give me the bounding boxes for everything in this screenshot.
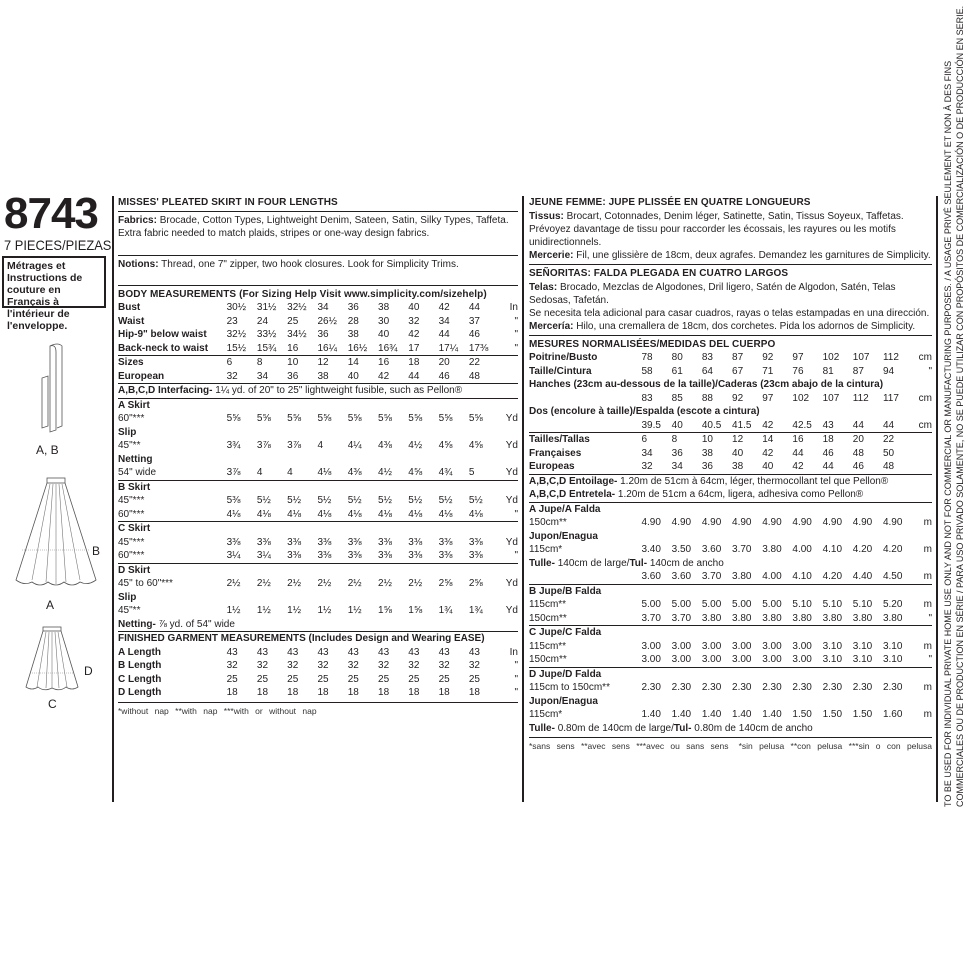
body-measurements-title: BODY MEASUREMENTS (For Sizing Help Visit www.simplicity.com/sizehelp) [118,289,487,300]
table-row: 45"** 1½ 1½ 1½ 1½ 1½ 1⅝ 1⅝ 1¾ 1¾ Yd [118,605,518,617]
table-row: 115cm** 5.00 5.00 5.00 5.00 5.00 5.10 5.10 5.10 5.20 m [529,599,932,611]
table-row: 60"*** 5⅝ 5⅝ 5⅝ 5⅝ 5⅝ 5⅝ 5⅝ 5⅝ 5⅝ Yd [118,413,518,425]
column-divider-left [112,196,114,802]
english-section [118,196,518,718]
label-ab: A, B [36,443,59,457]
table-row: 54" wide 3⅞ 4 4 4⅛ 4⅜ 4½ 4⅝ 4¾ 5 Yd [118,467,518,479]
label-b: B [92,544,101,558]
table-row: 115cm* 1.40 1.40 1.40 1.40 1.40 1.50 1.50 1.50 1.60 m [529,709,932,721]
table-row: Taille/Cintura 58 61 64 67 71 76 81 87 94 " [529,365,932,377]
table-row: European 32 34 36 38 40 42 44 46 48 [118,370,480,382]
table-row: Sizes 6 8 10 12 14 16 18 20 22 [118,356,518,370]
table-row: B Length 32 32 32 32 32 32 32 32 32 " [118,660,518,672]
label-c: C [48,697,57,711]
pattern-number: 8743 [4,189,98,238]
interfacing-row: A,B,C,D Interfacing- 1¼ yd. of 20" to 25" lightweight fusible, such as Pellon® [118,384,518,399]
waistband-illustration [38,340,68,440]
table-row: 150cm** 3.00 3.00 3.00 3.00 3.00 3.00 3.10 3.10 3.10 " [529,654,932,666]
table-row: C Length 25 25 25 25 25 25 25 25 25 " [118,673,518,685]
metric-measurements-table: Poitrine/Busto 78 80 83 87 92 97 102 107 112 cm Taille/Cintura 58 61 64 67 71 76 81 87 94 " Hanches (23cm au-dessous de la taille)/Caderas (23cm abajo de la cintura) 83 85 88 92 97 102 107 112 117 cm Dos (encolure à taille)/Espalda (escote a cintura) 39.5 40 40.5 41.5 42 42.5 43 44 44 cm Tailles/Tallas 6 8 10 12 14 16 18 20 22 Françaises 34 36 38 40 42 44 46 48 50 Europeas 32 34 36 38 40 42 44 46 48 A,B,C,D Entoilage- 1.20m de 51cm à 64cm, léger, thermocollant tel que Pellon® A,B,C,D Entretela- 1.20m de 51cm a 64cm, ligera, adhesiva como Pellon® A Jupe/A Falda 150cm** 4.90 4.90 4.90 4.90 4.90 4.90 4.90 4.90 4.90 m Jupon/Enagua 115cm* 3.40 3.50 3.60 3.70 3.80 4.00 4.10 4.20 4.20 m Tulle- 140cm de large/Tul- 140cm de ancho 3.60 3.60 3.70 3.80 4.00 4.10 4.20 4.40 4.50 m B Jupe/B Falda 115cm** 5.00 5.00 5.00 5.00 5.00 5.10 5.10 5.10 5.20 m 150cm** 3.70 3.70 3.80 3.80 3.80 3.80 3.80 3.80 3.80 " C Jupe/C Falda 115cm** 3.00 3.00 3.00 3.00 3.00 3.00 3.10 3.10 3.10 m 150cm** 3.00 3.00 3.00 3.00 3.00 3.00 3.10 3.10 3.10 " D Jupe/D Falda 115cm to 150cm** 2.30 2.30 2.30 2.30 2.30 2.30 2.30 2.30 2.30 m Jupon/Enagua 115cm* 1.40 1.40 1.40 1.40 1.40 1.50 1.50 1.50 1.60 m Tulle- 0.80m de 140cm de large/Tul- 0.80m de 140cm de ancho [529,352,932,734]
label-d: D [84,664,93,678]
long-skirt-illustration [10,476,100,596]
fabrics-text: Brocade, Cotton Types, Lightweight Denim, Sateen, Satin, Silky Types, Taffeta. [159,215,509,226]
table-row: 115cm to 150cm** 2.30 2.30 2.30 2.30 2.30 2.30 2.30 2.30 2.30 m [529,682,932,694]
metric-measurements-title: MESURES NORMALISÉES/MEDIDAS DEL CUERPO [529,339,776,350]
table-row: Hip-9" below waist 32½ 33½ 34½ 36 38 40 42 44 46 " [118,329,518,341]
table-row: 3.60 3.60 3.70 3.80 4.00 4.10 4.20 4.40 4.50 m [641,571,932,583]
table-row: 150cm** 4.90 4.90 4.90 4.90 4.90 4.90 4.90 4.90 4.90 m [529,517,932,529]
table-row: 115cm** 3.00 3.00 3.00 3.00 3.00 3.00 3.10 3.10 3.10 m [529,640,932,652]
table-row: 45"** 3¾ 3⅞ 3⅞ 4 4¼ 4⅜ 4½ 4⅝ 4⅝ Yd [118,440,518,452]
body-measurements-table: Bust 30½ 31½ 32½ 34 36 38 40 42 44 In Waist 23 24 25 26½ 28 30 32 34 37 " Hip-9" below waist 32½ 33½ 34½ 36 38 40 42 44 46 " Back-neck to waist 15½ 15¾ 16 16¼ 16½ 16¾ 17 17¼ 17⅜ " Sizes 6 8 10 12 14 16 18 20 22 European 32 34 36 38 40 42 44 46 48 A,B,C,D Interfacing- 1¼ yd. of 20" to 25" lightweight fusible, such as Pellon® A Skirt 60"*** 5⅝ 5⅝ 5⅝ 5⅝ 5⅝ 5⅝ 5⅝ 5⅝ 5⅝ Yd Slip 45"** 3¾ 3⅞ 3⅞ 4 4¼ 4⅜ 4½ 4⅝ 4⅝ Yd Netting 54" wide 3⅞ 4 4 4⅛ 4⅜ 4½ 4⅝ 4¾ 5 Yd B Skirt 45"*** 5⅜ 5½ 5½ 5½ 5½ 5½ 5½ 5½ 5½ Yd 60"*** 4⅛ 4⅛ 4⅛ 4⅛ 4⅛ 4⅛ 4⅛ 4⅛ 4⅛ " C Skirt 45"*** 3⅜ 3⅜ 3⅜ 3⅜ 3⅜ 3⅜ 3⅜ 3⅜ 3⅜ Yd 60"*** 3¼ 3¼ 3⅜ 3⅜ 3⅜ 3⅜ 3⅜ 3⅜ 3⅜ " D Skirt 45" to 60"*** 2½ 2½ 2½ 2½ 2½ 2½ 2½ 2⅝ 2⅝ Yd Slip 45"** 1½ 1½ 1½ 1½ 1½ 1⅝ 1⅝ 1¾ 1¾ Yd Netting- ⅞ yd. of 54" wide FINISHED GARMENT MEASUREMENTS (Includes Design and Wearing EASE) A Length 43 43 43 43 43 43 43 43 43 In B Length 32 32 32 32 32 32 32 32 32 " C Length 25 25 25 25 25 25 25 25 25 " D Length 18 18 18 18 18 18 18 18 18 " [118,302,518,699]
spanish-title: SEÑORITAS: FALDA PLEGADA EN CUATRO LARGOS [529,268,789,279]
table-row: 60"*** 3¼ 3¼ 3⅜ 3⅜ 3⅜ 3⅜ 3⅜ 3⅜ 3⅜ " [118,550,518,562]
short-skirt-illustration [22,625,82,695]
legal-notice: TO BE USED FOR INDIVIDUAL PRIVATE HOME USE ONLY AND NOT FOR COMMERCIAL OR MANUFACTURING PURPOSES. / A USAGE PRIVÉ SEULEMENT ET NON À DES FINS COMMERCIALES OU DE PRODUCTION EN SÉRIE / PARA USO PRIVADO SOLAMENTE, NO SE PUEDE UTILIZAR CON PROPÓSITOS DE COMERCIALIZACIÓN O DE PRODUCCIÓN EN SERIE. [943,5,965,807]
column-divider-middle [522,196,524,802]
english-title: MISSES' PLEATED SKIRT IN FOUR LENGTHS [118,197,338,208]
fabrics-note: Extra fabric needed to match plaids, stripes or one-way design fabrics. [118,228,430,239]
table-row: Poitrine/Busto 78 80 83 87 92 97 102 107 112 cm [529,352,932,364]
table-row: A Length 43 43 43 43 43 43 43 43 43 In [118,646,518,658]
notions-label: Notions: [118,259,159,270]
table-row: Tailles/Tallas 6 8 10 12 14 16 18 20 22 [529,433,932,447]
column-divider-right [936,196,938,802]
finished-measurements-title: FINISHED GARMENT MEASUREMENTS (Includes Design and Wearing EASE) [118,632,518,646]
table-row: 39.5 40 40.5 41.5 42 42.5 43 44 44 cm [641,419,932,431]
fabrics-paragraph [118,214,518,240]
table-row: 45" to 60"*** 2½ 2½ 2½ 2½ 2½ 2½ 2½ 2⅝ 2⅝ Yd [118,578,518,590]
pieces-count: 7 PIECES/PIEZAS [4,237,112,253]
table-row: Bust 30½ 31½ 32½ 34 36 38 40 42 44 In [118,302,518,314]
french-spanish-section: JEUNE FEMME: JUPE PLISSÉE EN QUATRE LONGUEURS Tissus: Brocart, Cotonnades, Denim léger, Satinette, Satin, Tissus Soyeux, Taffetas. Prévoyez davantage de tissu pour raccorder les écossais, les rayures ou les motifs unidirectionnels. Mercerie: Fil, une glissière de 18cm, deux agrafes. Demandez les garnitures de Simplicity. SEÑORITAS: FALDA PLEGADA EN CUATRO LARGOS Telas: Brocado, Mezclas de Algodones, Dril ligero, Satén de Algodon, Satén, Telas Sedosas, Tafetán. Se necesita tela adicional para casar cuadros, rayas o telas estampadas en una dirección. Mercería: Hilo, una cremallera de 18cm, dos corchetes. Pida los adornos de Simplicity. MESURES NORMALISÉES/MEDIDAS DEL CUERPO Poitrine/Busto 78 80 83 87 92 97 102 107 112 cm Taille/Cintura 58 61 64 67 71 76 81 87 94 " Hanches (23cm au-dessous de la taille)/Caderas (23cm abajo de la cintura) 83 85 88 92 97 102 107 112 117 cm Dos (encolure à taille)/Espalda (escote a cintura) 39.5 40 40.5 41.5 42 42.5 43 44 44 cm Tailles/Tallas 6 8 10 12 14 16 18 20 22 Françaises 34 36 38 40 42 44 46 48 50 Europeas 32 34 36 38 40 42 44 46 48 A,B,C,D Entoilage- 1.20m de 51cm à 64cm, léger, thermocollant tel que Pellon® A,B,C,D Entretela- 1.20m de 51cm a 64cm, ligera, adhesiva como Pellon® A Jupe/A Falda 150cm** 4.90 4.90 4.90 4.90 4.90 4.90 4.90 4.90 4.90 m Jupon/Enagua 115cm* 3.40 3.50 3.60 3.70 3.80 4.00 4.10 4.20 4.20 m Tulle- 140cm de large/Tul- 140cm de ancho 3.60 3.60 3.70 3.80 4.00 4.10 4.20 4.40 4.50 m B Jupe/B Falda 115cm** 5.00 5.00 5.00 5.00 5.00 5.10 5.10 5.10 5.20 m 150cm** 3.70 3.70 3.80 3.80 3.80 3.80 3.80 3.80 3.80 " C Jupe/C Falda 115cm** 3.00 3.00 3.00 3.00 3.00 3.00 3.10 3.10 3.10 m 150cm** 3.00 3.00 3.00 3.00 3.00 3.00 3.10 3.10 3.10 " D Jupe/D Falda 115cm to 150cm** 2.30 2.30 2.30 2.30 2.30 2.30 2.30 2.30 2.30 m Jupon/Enagua 115cm* 1.40 1.40 1.40 1.40 1.40 1.50 1.50 1.50 1.60 m Tulle- 0.80m de 140cm de large/Tul- 0.80m de 140cm de ancho *sans sens **avec sens ***avec ou sans sens *sin pelusa **con pelusa ***sin o con pelusa [529,197,932,751]
table-row: Europeas 32 34 36 38 40 42 44 46 48 [529,461,895,473]
notions-text: Thread, one 7" zipper, two hook closures. Look for Simplicity Trims. [161,259,459,270]
table-row: 83 85 88 92 97 102 107 112 117 cm [641,392,932,404]
label-a: A [46,598,55,612]
table-row: Françaises 34 36 38 40 42 44 46 48 50 [529,447,895,459]
nap-footnote-fr-es: *sans sens **avec sens ***avec ou sans sens *sin pelusa **con pelusa ***sin o con pelusa [529,741,932,751]
table-row: 150cm** 3.70 3.70 3.80 3.80 3.80 3.80 3.80 3.80 3.80 " [529,612,932,624]
fabrics-label: Fabrics: [118,215,157,226]
a-skirt-title-row: A Skirt [118,398,518,412]
table-row: D Length 18 18 18 18 18 18 18 18 18 " [118,687,518,699]
table-row: 45"*** 3⅜ 3⅜ 3⅜ 3⅜ 3⅜ 3⅜ 3⅜ 3⅜ 3⅜ Yd [118,536,518,548]
table-row: Waist 23 24 25 26½ 28 30 32 34 37 " [118,315,518,327]
table-row: 45"*** 5⅜ 5½ 5½ 5½ 5½ 5½ 5½ 5½ 5½ Yd [118,495,518,507]
nap-footnote: *without nap **with nap ***with or without nap [118,705,317,716]
french-title: JEUNE FEMME: JUPE PLISSÉE EN QUATRE LONGUEURS [529,197,811,208]
table-row: Back-neck to waist 15½ 15¾ 16 16¼ 16½ 16¾ 17 17¼ 17⅜ " [118,342,518,354]
french-instructions-note: Métrages et Instructions de couture en Français à l'intérieur de l'enveloppe. [2,256,106,308]
notions-paragraph [118,258,518,271]
table-row: 115cm* 3.40 3.50 3.60 3.70 3.80 4.00 4.10 4.20 4.20 m [529,544,932,556]
table-row: 60"*** 4⅛ 4⅛ 4⅛ 4⅛ 4⅛ 4⅛ 4⅛ 4⅛ 4⅛ " [118,508,518,520]
